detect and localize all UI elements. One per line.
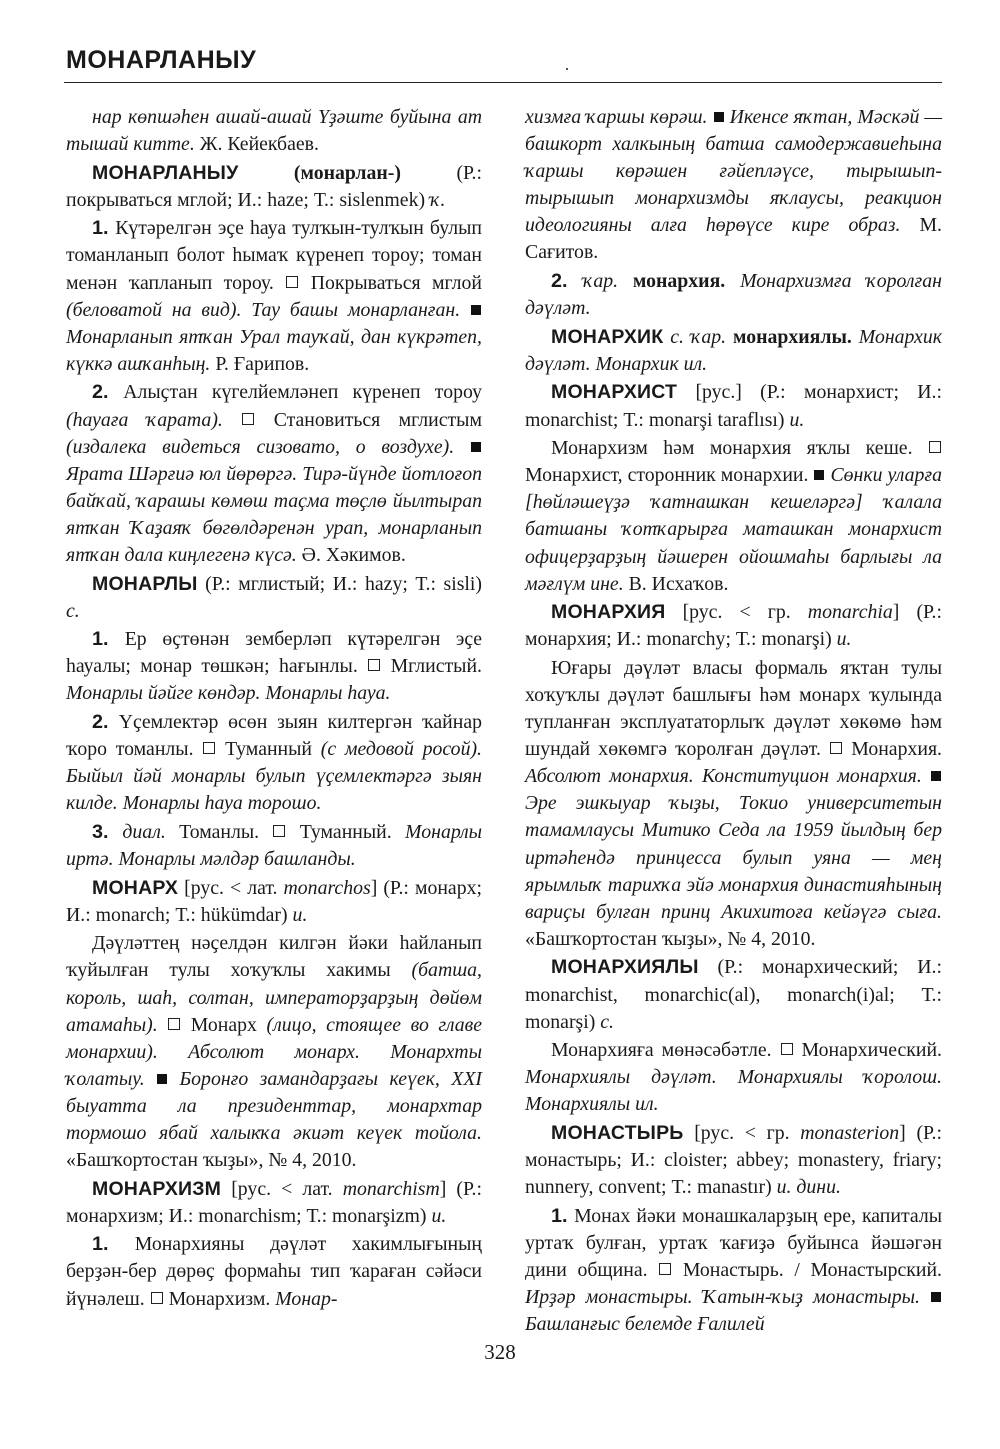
text-run: Монархизм. <box>163 1287 276 1310</box>
citation-marker-icon <box>814 470 824 480</box>
sense-number: 2. <box>92 711 119 734</box>
headword: МОНАСТЫРЬ <box>551 1121 684 1144</box>
text-run: Монархизм һәм монархия яҡлы кеше. <box>551 437 928 460</box>
italic-text: (батша, король, шаһ, солтан, императорҙарҙың дөйөм атамаһы). <box>66 959 482 1036</box>
text-run: Ж. Кейекбаев. <box>199 133 319 156</box>
italic-text: Башланғыс белемде Ғалилей <box>525 1313 765 1336</box>
sense-number: 1. <box>92 1233 135 1256</box>
headword: МОНАРХИЗМ <box>92 1177 222 1200</box>
russian-equivalent-marker-icon <box>929 441 941 453</box>
italic-text: и. <box>431 1204 447 1227</box>
russian-equivalent-marker-icon <box>242 413 254 425</box>
text-run: [рус. < лат. <box>178 876 284 899</box>
text-run: [рус. < гр. <box>665 601 808 624</box>
text-run: Монархический. <box>793 1039 942 1062</box>
text-run: «Башҡортостан ҡыҙы», № 4, 2010. <box>66 1149 357 1172</box>
italic-text: monasterion <box>800 1121 900 1144</box>
citation-marker-icon <box>157 1074 167 1084</box>
italic-text: хизмға ҡаршы көрәш. <box>525 106 713 128</box>
italic-text: Икенсе яҡтан, Мәскәй — башкорт халкының батша самодержавиеһына ҡаршы көрәшен ғәйепләүсе, тырышып-тырышып монархизмды яҡлаусы, реакцион идеологияны алға һөрөүсе кире образ. <box>525 106 942 237</box>
text-run: Монархияға мөнәсәбәтле. <box>551 1039 780 1062</box>
citation-marker-icon <box>471 305 481 315</box>
italic-text: с. ҡар. <box>663 325 733 348</box>
headword: МОНАРХИК <box>551 325 664 348</box>
text-run: М. Сағитов. <box>525 214 942 264</box>
italic-text: Боронғо замандарҙағы кеүек, XXI быуатта ла президенттар, монархтар тормошо ябай халыкҡа әкиәт кеүек тойола. <box>66 1067 482 1144</box>
dictionary-paragraph <box>525 1120 942 1201</box>
dictionary-paragraph <box>66 104 482 158</box>
text-run: Монах йәки монашкаларҙың ере, капиталы уртаҡ булған, уртаҡ ҡағиҙә буйынса йәшәгән дини община. <box>525 1204 942 1281</box>
text-run: Р. Ғарипов. <box>215 352 310 375</box>
dictionary-paragraph <box>525 435 942 598</box>
italic-text: (беловатой на вид). Тау башы монарланған. <box>66 298 470 321</box>
russian-equivalent-marker-icon <box>368 659 380 671</box>
sense-number: 3. <box>92 820 123 843</box>
russian-equivalent-marker-icon <box>781 1043 793 1055</box>
text-run: Становиться мглистым <box>255 408 482 431</box>
italic-text: Монар- <box>275 1287 338 1310</box>
dictionary-paragraph <box>66 160 482 214</box>
italic-text: Монарланып ятҡан Урал тауҡай, дан күкрәтеп, күккә ашҡанһың. <box>66 325 482 375</box>
text-run: Үҫемлектәр өсөн зыян килтергән ҡайнар ҡоро томанлы. <box>66 711 482 761</box>
italic-text: и. дини. <box>776 1176 841 1199</box>
italic-text: Сөнки уларға [һөйләшеүҙә ҡатнашкан кешеләргә] ҡалала батшаны ҡотҡарырға маташкан монархист офицерҙарҙың йәшерен ойошмаһы барлығы ла мәғлүм ине. <box>525 464 942 595</box>
sense-number: 2. <box>551 270 583 293</box>
dictionary-paragraph <box>525 379 942 433</box>
dictionary-paragraph <box>525 104 942 267</box>
headword: МОНАРХИСТ <box>551 381 678 404</box>
russian-equivalent-marker-icon <box>273 825 285 837</box>
print-speck <box>566 68 568 70</box>
dictionary-paragraph <box>66 379 482 569</box>
text-run: (Р.: монархический; И.: monarchist, monarchic(al), monarch(i)al; Т.: monarşi) <box>525 956 942 1033</box>
text-run: Монарх <box>181 1013 267 1036</box>
text-run: ] (Р.: монастырь; И.: cloister; abbey; monastery, friary; nunnery, convent; Т.: manastır) <box>525 1121 942 1199</box>
dictionary-paragraph <box>66 626 482 707</box>
russian-equivalent-marker-icon <box>151 1292 163 1304</box>
bold-text: монархия. <box>632 270 741 293</box>
text-run: Монархияны дәүләт хакимлығының берҙән-бер дөрөҫ формаһы тип ҡараған сәйәси йүнәлеш. <box>66 1233 482 1310</box>
italic-text: диал. <box>122 820 180 843</box>
text-run: «Башҡортостан ҡыҙы», № 4, 2010. <box>525 927 816 950</box>
italic-text: нар көпшәһен ашай-ашай Үҙәште буйына ат тышай китте. <box>66 106 482 156</box>
italic-text: Монархизмға ҡоролған дәүләт. <box>525 270 942 320</box>
text-run: [рус.] (Р.: монархист; И.: monarchist; Т.: monarşi taraflısı) <box>525 381 942 431</box>
bold-text: монархиялы. <box>732 325 859 348</box>
text-run: [рус. < лат. <box>221 1177 343 1200</box>
dictionary-paragraph <box>66 930 482 1174</box>
dictionary-paragraph <box>66 875 482 929</box>
text-run: Туманный <box>216 738 321 761</box>
italic-text: Ирҙәр монастыры. Ҡатын-ҡыҙ монастыры. <box>525 1286 930 1309</box>
text-run: Алыҫтан күгелйемләнеп күренеп тороу <box>123 381 482 404</box>
italic-text: и. <box>836 628 852 651</box>
text-run: Мглистый. <box>381 655 482 678</box>
text-run: В. Исхаҡов. <box>628 572 729 595</box>
italic-text: Монарлы иртә. Монарлы мәлдәр башланды. <box>66 820 482 871</box>
italic-text: monarchos <box>283 876 371 899</box>
left-column <box>66 104 482 1314</box>
text-run: Туманный. <box>286 820 406 843</box>
text-run: Дәүләттең нәҫелдән килгән йәки һайланып ҡуйылған тулы хоҡуҡлы хакимы <box>66 932 482 982</box>
italic-text: ҡ. <box>430 188 446 211</box>
citation-marker-icon <box>714 112 724 122</box>
sense-number: 1. <box>551 1204 575 1227</box>
russian-equivalent-marker-icon <box>286 276 298 288</box>
text-run: Ер өҫтөнән земберләп күтәрелгән эҫе һауалы; монар төшкән; һағынлы. <box>66 628 482 678</box>
citation-marker-icon <box>931 1292 941 1302</box>
italic-text: (һауаға ҡарата). <box>66 408 242 431</box>
text-run: Монархист, сторонник монархии. <box>525 464 814 487</box>
sense-number: 1. <box>92 628 125 651</box>
text-run: (Р.: покрываться мглой; И.: haze; Т.: sislenmek) <box>66 161 482 211</box>
dictionary-paragraph <box>525 268 942 322</box>
russian-equivalent-marker-icon <box>168 1018 180 1030</box>
dictionary-paragraph <box>66 1231 482 1312</box>
citation-marker-icon <box>471 442 481 452</box>
headword: МОНАРХИЯЛЫ <box>551 956 699 979</box>
citation-marker-icon <box>931 771 941 781</box>
dictionary-paragraph <box>66 709 482 817</box>
headword: МОНАРХИЯ <box>551 601 666 624</box>
russian-equivalent-marker-icon <box>659 1263 671 1275</box>
dictionary-paragraph <box>66 1176 482 1230</box>
sense-number: 1. <box>92 217 116 240</box>
italic-text: (с медовой росой). Быйыл йәй монарлы булып үҫемлектәргә зыян килде. Монарлы һауа торошо. <box>66 738 482 815</box>
text-run: Покрываться мглой <box>299 271 482 294</box>
italic-text: Монархик дәүләт. Монархик ил. <box>525 325 942 375</box>
text-run: [рус. < гр. <box>683 1121 801 1144</box>
headword: МОНАРХ <box>92 876 179 899</box>
italic-text: monarchism <box>342 1177 440 1200</box>
italic-text: ҡар. <box>582 270 633 293</box>
italic-text: с. <box>66 599 80 622</box>
text-run: Монастырь. / Монастырский. <box>672 1258 942 1281</box>
headword: МОНАРЛЫ <box>92 572 198 595</box>
italic-text: Эре эшкыуар ҡыҙы, Токио университетын тамамлаусы Митико Седа ла 1959 йылдың бер иртәһендә принцесса булып уяна — мең ярымлыҡ тарихҡа эйә монархия династияһының вариҫы булған принц Акихитоға кейәүгә сыға. <box>525 792 942 923</box>
italic-text: с. <box>600 1010 614 1033</box>
dictionary-paragraph <box>525 1203 942 1338</box>
dictionary-paragraph <box>525 599 942 653</box>
italic-text: monarchia <box>807 601 893 624</box>
italic-text: (лицо, стоящее во главе монархии). Абсолют монарх. Монархты ҡолатыу. <box>66 1013 482 1090</box>
russian-equivalent-marker-icon <box>203 742 215 754</box>
italic-text: Абсолют монархия. Конституцион монархия. <box>525 765 930 788</box>
dictionary-paragraph <box>66 819 482 873</box>
sense-number: 2. <box>92 381 124 404</box>
text-run: ] (Р.: монарх; И.: monarch; Т.: hükümdar) <box>66 876 482 926</box>
bold-text: (монарлан-) <box>238 161 457 184</box>
text-run: ] (Р.: монархия; И.: monarchy; Т.: monarşi) <box>525 601 942 651</box>
text-run: Монархия. <box>843 738 943 761</box>
italic-text: и. <box>292 903 308 926</box>
text-run: Юғары дәүләт власы формаль яҡтан тулы хоҡуҡлы дәүләт башлығы һәм монарх ҡулында тупланған эксплуататорлыҡ дәүләт хөкөмө һәм шундай хөкөмгә ҡоролған дәүләт. <box>525 656 942 761</box>
text-run: Томанлы. <box>179 820 273 843</box>
dictionary-paragraph <box>66 215 482 378</box>
right-column <box>525 104 942 1340</box>
header-rule <box>64 82 942 83</box>
running-head: МОНАРЛАНЫУ <box>66 46 257 74</box>
dictionary-paragraph <box>66 571 482 625</box>
text-run: (Р.: мглистый; И.: hazy; Т.: sisli) <box>197 572 482 595</box>
page-number: 328 <box>484 1340 516 1364</box>
italic-text: и. <box>789 408 805 431</box>
text-run: Ә. Хәкимов. <box>301 544 406 566</box>
dictionary-paragraph <box>525 324 942 378</box>
italic-text: Монархиялы дәүләт. Монархиялы ҡоролош. Монархиялы ил. <box>525 1066 942 1116</box>
dictionary-paragraph <box>525 1037 942 1118</box>
headword: МОНАРЛАНЫУ <box>92 161 239 184</box>
italic-text: Ярата Шәрғиә юл йөрөргә. Тирә-йүнде йотлоғоп байҡай, ҡарашы көмөш таҫма төҫлө йылтырап ятҡан Ҡаҙаяҡ бөгөлдәренән урап, монарланып ятҡан дала киңлегенә күсә. <box>66 462 482 566</box>
dictionary-paragraph <box>525 655 942 953</box>
dictionary-paragraph <box>525 954 942 1035</box>
text-run: Күтәрелгән эҫе һауа тулҡын-тулҡын булып томанланып болот һымаҡ күренеп тороу; томан менән ҡапланып тороу. <box>66 217 482 294</box>
italic-text: Монарлы йәйге көндәр. Монарлы һауа. <box>66 682 391 705</box>
text-run: ] (Р.: монархизм; И.: monarchism; Т.: monarşizm) <box>66 1177 482 1227</box>
russian-equivalent-marker-icon <box>830 742 842 754</box>
italic-text: (издалека видеться сизовато, о воздухе). <box>66 435 470 458</box>
